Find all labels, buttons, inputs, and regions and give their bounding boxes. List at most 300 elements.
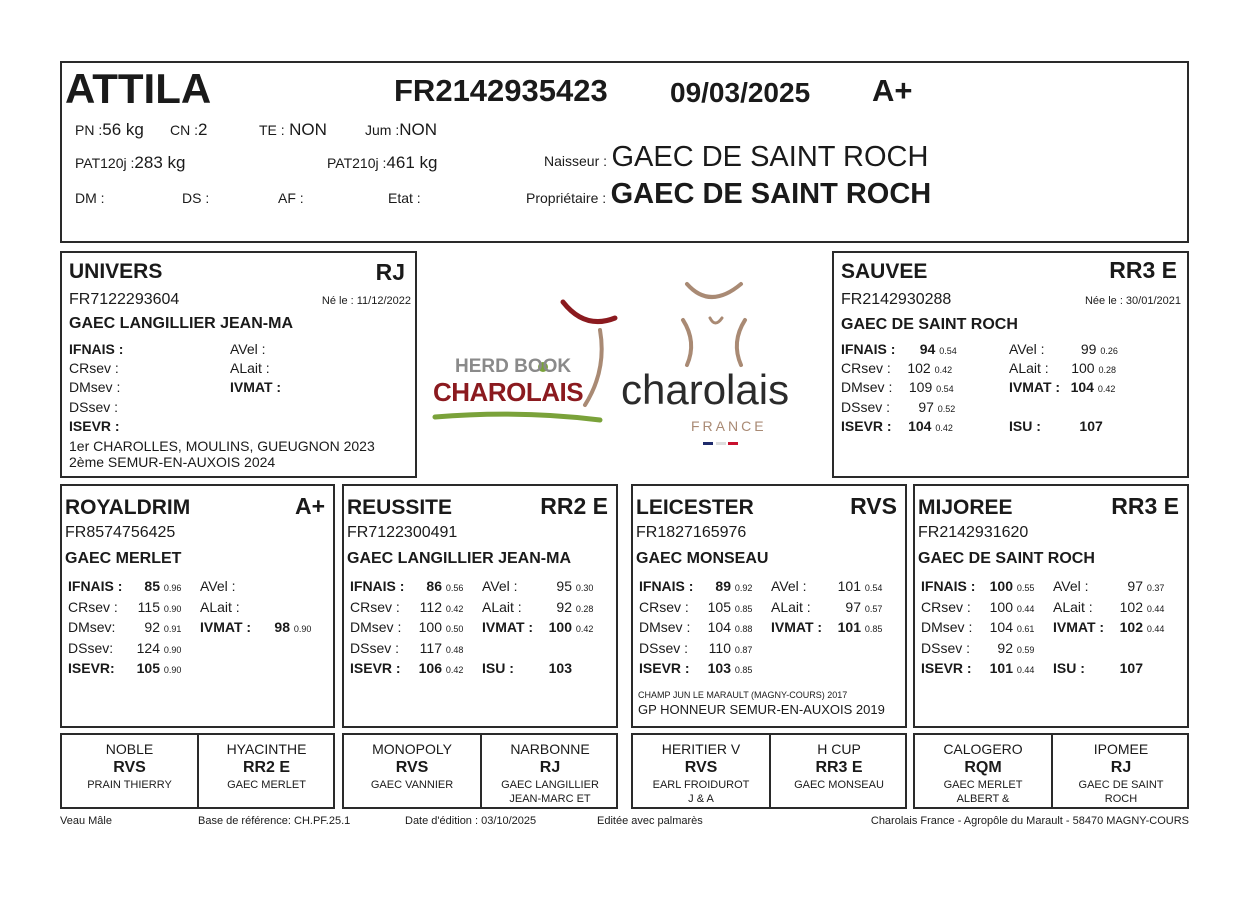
dam-id: FR2142930288 [841,291,952,308]
gp-ifnais-cd: 0.92 [734,583,753,593]
grandparent-card [631,484,907,728]
sire-alait-label: ALait : [230,360,270,376]
grandparent-card [913,484,1189,728]
gp-name: MIJOREE [918,496,1013,519]
gp-ifnais-value: 85 [144,578,160,594]
dam-isevr-value: 104 [908,418,932,434]
gp-dmsev [68,619,181,635]
gp-crsev-label: CRsev : [921,598,971,615]
gp-alait-label: ALait : [482,598,522,615]
gp-ivmat-cd: 0.42 [575,624,594,634]
gp-ivmat-value: 101 [837,619,861,635]
gp-ifnais-label: IFNAIS : [639,578,694,594]
dam-ifnais [841,341,957,357]
ds-label: DS : [182,190,210,206]
gp-avel-label: AVel : [1053,578,1089,594]
dam-grade: RR3 E [1109,257,1177,283]
sire-ifnais-label: IFNAIS : [69,341,124,357]
great-grandparent-cell [482,735,618,807]
sire-born: Né le : 11/12/2022 [321,295,411,307]
proprietaire-label: Propriétaire : [526,190,607,206]
gp-award-1: CHAMP JUN LE MARAULT (MAGNY-COURS) 2017 [638,690,848,700]
dam-crsev-value: 102 [907,360,931,376]
dam-ivmat-label: IVMAT : [1009,379,1061,395]
pn-label: PN : [75,122,103,138]
gp-ifnais-cd: 0.55 [1016,583,1035,593]
great-grandparent-cell [199,735,334,807]
gp-ifnais [921,578,1034,594]
gp-crsev-cd: 0.42 [445,603,464,614]
dam-alait-value: 100 [1071,360,1095,376]
ggp-name: NOBLE [105,741,154,757]
gp-ivmat [1053,619,1164,635]
pat210-value: 461 kg [386,153,438,172]
sire-award-2: 2ème SEMUR-EN-AUXOIS 2024 [69,454,276,470]
gp-ivmat-value: 100 [548,619,572,635]
gp-isevr-value: 101 [989,660,1013,676]
dam-alait-label: ALait : [1009,360,1049,376]
gp-ifnais-label: IFNAIS : [68,578,123,594]
dam-avel-cd: 0.26 [1100,346,1118,356]
flag-white-icon [716,442,726,445]
gp-avel-value: 95 [556,578,572,594]
charolais-logo [425,270,825,460]
gp-dmsev-cd: 0.50 [445,624,464,634]
gp-award-2: GP HONNEUR SEMUR-EN-AUXOIS 2019 [638,702,885,717]
gp-dmsev [921,619,1034,635]
gp-id: FR1827165976 [636,524,747,541]
ggp-owner-1: PRAIN THIERRY [87,779,172,791]
animal-name: ATTILA [65,65,212,112]
sire-award-1: 1er CHAROLLES, MOULINS, GUEUGNON 2023 [69,438,375,454]
ggp-grade: RVS [684,759,718,776]
great-grandparent-pair [342,733,618,809]
gp-crsev-cd: 0.44 [1016,603,1035,614]
dam-ivmat-value: 104 [1070,379,1094,395]
pn-field [75,120,144,140]
dam-dssev-label: DSsev : [841,399,891,415]
ggp-grade: RJ [539,759,561,776]
dam-isevr [841,418,953,434]
gp-ifnais-label: IFNAIS : [921,578,976,594]
gp-ivmat [771,619,882,635]
gp-ivmat-value: 98 [274,619,290,635]
dam-isu-label: ISU : [1009,418,1041,434]
gp-dssev-label: DSsev: [68,639,114,656]
gp-isevr-label: ISEVR : [639,660,690,676]
gp-dmsev-cd: 0.88 [734,624,753,634]
gp-crsev-label: CRsev : [350,598,400,615]
logo-herd-book: HERD BOOK [455,356,572,377]
pat120-field [75,153,185,173]
gp-ivmat [482,619,593,635]
gp-ivmat-label: IVMAT : [1053,619,1105,635]
ggp-grade: RQM [964,759,1002,776]
gp-isu [771,660,861,676]
animal-grade: A+ [872,73,913,108]
gp-dmsev [639,619,752,635]
gp-avel [1053,578,1164,594]
ggp-name: HYACINTHE [226,741,307,757]
gp-isevr-value: 103 [707,660,731,676]
gp-ifnais-cd: 0.56 [445,583,464,593]
footer-palmares: Editée avec palmarès [597,815,703,827]
te-field [259,120,327,140]
gp-dssev [350,640,463,656]
gp-dmsev-label: DMsev : [921,619,973,635]
gp-dmsev-label: DMsev : [639,619,691,635]
animal-id: FR2142935423 [394,73,608,108]
gp-dssev-value: 117 [419,639,442,656]
ggp-owner-1: GAEC DE SAINT [1078,779,1164,791]
great-grandparent-cell [344,735,480,807]
gp-avel-label: AVel : [771,578,807,594]
gp-ivmat-value: 102 [1119,619,1143,635]
gp-isevr-label: ISEVR: [68,660,115,676]
dam-alait [1009,360,1116,376]
gp-alait-cd: 0.44 [1146,603,1165,614]
sire-card [60,251,417,478]
gp-avel [482,578,593,594]
great-grandparent-cell [633,735,769,807]
gp-isu-value: 107 [1119,660,1143,676]
gp-isevr-value: 106 [418,660,442,676]
gp-isu [1053,660,1143,676]
ggp-owner-2: J & A [688,793,714,805]
dam-crsev [841,360,952,376]
sire-ivmat-label: IVMAT : [230,379,282,395]
great-grandparent-pair [913,733,1189,809]
dam-ivmat-cd: 0.42 [1097,384,1116,394]
ggp-owner-2: JEAN-MARC ET [509,793,591,805]
red-horn-icon [563,302,615,322]
ggp-owner-1: EARL FROIDUROT [652,779,750,791]
gp-isevr-cd: 0.44 [1016,665,1035,675]
logo-france: FRANCE [691,418,767,434]
great-grandparent-pair [631,733,907,809]
cn-field [170,120,207,140]
gp-isevr [350,660,463,676]
gp-crsev [68,599,181,615]
sire-id: FR7122293604 [69,291,180,308]
gp-dmsev-cd: 0.91 [163,624,182,634]
pat210-field [327,153,437,173]
gp-alait-value: 92 [556,598,572,615]
flag-blue-icon [703,442,713,445]
dam-dmsev-cd: 0.54 [936,384,954,394]
gp-isevr [639,660,752,676]
gp-isu-label: ISU : [482,660,514,676]
gp-name: LEICESTER [636,496,754,519]
gp-crsev-value: 115 [137,598,160,615]
great-grandparent-cell [771,735,907,807]
gp-dmsev-label: DMsev : [350,619,402,635]
dam-dssev-cd: 0.52 [937,404,956,414]
dam-born: Née le : 30/01/2021 [1084,295,1181,307]
ggp-grade: RJ [1110,759,1132,776]
dam-crsev-label: CRsev : [841,360,891,376]
sire-dssev-label: DSsev : [69,399,119,415]
gp-dmsev [350,619,463,635]
te-value: NON [289,120,327,139]
animal-date: 09/03/2025 [670,77,811,108]
gp-alait-cd: 0.57 [864,603,883,614]
gp-isu [482,660,572,676]
dam-avel [1009,341,1118,357]
dam-dmsev-value: 109 [908,379,933,395]
gp-avel [200,578,290,594]
ggp-name: H CUP [817,741,861,757]
dam-crsev-cd: 0.42 [934,365,953,375]
gp-isu-value: 103 [548,660,572,676]
gp-alait-cd: 0.28 [575,603,594,614]
dam-alait-cd: 0.28 [1098,365,1117,375]
sire-grade: RJ [375,259,405,285]
gp-crsev [350,599,463,615]
ggp-grade: RR2 E [242,759,291,776]
bull-horns-icon [687,284,741,297]
gp-dssev-cd: 0.87 [734,644,753,655]
great-grandparent-pair [60,733,335,809]
gp-crsev-value: 105 [707,598,731,615]
gp-ivmat-label: IVMAT : [771,619,823,635]
grandparent-card [60,484,335,728]
animal-header [60,61,1189,243]
ggp-owner-2: ROCH [1104,793,1138,805]
gp-isevr-cd: 0.85 [734,665,753,675]
ggp-grade: RVS [113,759,146,776]
gp-crsev-label: CRsev : [68,598,118,615]
ggp-grade: RVS [395,759,429,776]
gp-alait-value: 102 [1119,598,1143,615]
gp-ifnais-value: 100 [989,578,1013,594]
gp-dssev [639,640,752,656]
gp-grade: A+ [294,493,325,519]
bull-left-ear-icon [683,320,691,365]
gp-ifnais [350,578,463,594]
gp-isevr-cd: 0.90 [163,665,182,675]
grandparent-card [342,484,618,728]
sire-name: UNIVERS [69,260,163,283]
jum-field [365,120,437,140]
dam-dssev [841,399,955,415]
bull-muzzle-icon [710,318,722,323]
ggp-grade: RR3 E [815,759,863,776]
dam-isu-value: 107 [1079,418,1103,434]
gp-name: ROYALDRIM [65,496,191,519]
cn-value: 2 [198,120,208,139]
bull-right-ear-icon [737,320,745,365]
gp-dssev-label: DSsev : [639,639,689,656]
dam-dssev-value: 97 [918,399,934,415]
jum-label: Jum : [365,122,400,138]
gp-avel-cd: 0.30 [575,583,594,593]
gp-dmsev-value: 100 [418,619,442,635]
gp-isevr [68,660,181,676]
dam-dmsev [841,379,954,395]
gp-isu-label: ISU : [1053,660,1085,676]
ggp-owner-2: ALBERT & [956,793,1010,805]
logo-charolais-red: CHAROLAIS [433,377,584,407]
gp-dmsev-value: 104 [989,619,1013,635]
ggp-owner-1: GAEC MONSEAU [794,779,884,791]
gp-id: FR2142931620 [918,524,1029,541]
gp-avel-cd: 0.54 [864,583,883,593]
gp-name: REUSSITE [347,496,453,519]
gp-avel-label: AVel : [482,578,518,594]
gp-alait-label: ALait : [771,598,811,615]
proprietaire-value: GAEC DE SAINT ROCH [610,178,932,210]
gp-isevr [921,660,1034,676]
sire-owner: GAEC LANGILLIER JEAN-MA [69,315,293,332]
gp-ivmat-cd: 0.44 [1146,624,1165,634]
dam-avel-label: AVel : [1009,341,1045,357]
gp-dmsev-value: 104 [707,619,731,635]
green-swoosh-icon [435,414,600,420]
dam-isu [1009,418,1103,434]
gp-ivmat-label: IVMAT : [482,619,534,635]
gp-ivmat-cd: 0.90 [293,624,312,634]
gp-avel-cd: 0.37 [1146,583,1165,593]
dam-isevr-cd: 0.42 [935,423,953,433]
gp-owner: GAEC MONSEAU [636,550,769,567]
dam-ifnais-label: IFNAIS : [841,341,896,357]
gp-grade: RVS [850,493,897,519]
gp-ifnais [68,578,181,594]
naisseur-label: Naisseur : [544,153,608,169]
gp-id: FR8574756425 [65,524,176,541]
logo-charolais-big: charolais [621,366,790,413]
gp-alait [482,599,593,615]
dam-dmsev-label: DMsev : [841,379,893,395]
gp-isevr-label: ISEVR : [350,660,401,676]
pat210-label: PAT210j : [327,155,387,171]
gp-dssev-cd: 0.48 [445,644,464,655]
ggp-name: CALOGERO [943,741,1023,757]
pat120-label: PAT120j : [75,155,135,171]
gp-ifnais-value: 89 [715,578,731,594]
gp-dssev-label: DSsev : [350,639,400,656]
gp-avel-label: AVel : [200,578,236,594]
dam-avel-value: 99 [1080,341,1097,357]
gp-crsev-label: CRsev : [639,598,689,615]
gp-isevr-value: 105 [136,660,160,676]
gp-dssev-value: 110 [708,639,731,656]
proprietaire-field [526,178,931,211]
great-grandparent-cell [915,735,1051,807]
gp-ivmat-cd: 0.85 [864,624,883,634]
flag-red-icon [728,442,738,445]
ggp-owner-1: GAEC VANNIER [370,779,454,791]
gp-ivmat-label: IVMAT : [200,619,252,635]
gp-dssev-value: 124 [136,639,160,656]
dam-name: SAUVEE [841,260,928,283]
gp-isu [200,660,290,676]
te-label: TE : [259,122,285,138]
gp-crsev [921,599,1034,615]
gp-id: FR7122300491 [347,524,458,541]
gp-isevr-label: ISEVR : [921,660,972,676]
ggp-owner-1: GAEC MERLET [943,779,1023,791]
gp-avel-value: 101 [837,578,861,594]
footer-base: Base de référence: CH.PF.25.1 [198,815,351,827]
gp-alait-label: ALait : [1053,598,1093,615]
dam-ifnais-cd: 0.54 [939,346,957,356]
pn-value: 56 kg [102,120,144,139]
footer-org: Charolais France - Agropôle du Marault - 58470 MAGNY-COURS [870,815,1189,827]
dam-card [832,251,1189,478]
gp-grade: RR2 E [540,493,608,519]
ggp-name: IPOMEE [1093,741,1149,757]
dam-isevr-label: ISEVR : [841,418,892,434]
sire-avel-label: AVel : [230,341,266,357]
gp-crsev-value: 100 [989,598,1013,615]
gp-alait [1053,599,1164,615]
naisseur-value: GAEC DE SAINT ROCH [611,141,929,173]
gp-dssev-cd: 0.59 [1016,644,1035,655]
cn-label: CN : [170,122,198,138]
ggp-name: MONOPOLY [372,741,452,757]
gp-dssev [68,640,181,656]
gp-alait [200,599,290,615]
gp-owner: GAEC DE SAINT ROCH [918,550,1095,567]
gp-dssev [921,640,1034,656]
gp-dmsev-cd: 0.61 [1016,624,1035,634]
gp-dssev-cd: 0.90 [163,644,182,655]
sire-dmsev-label: DMsev : [69,379,121,395]
gp-ifnais-label: IFNAIS : [350,578,405,594]
dam-ivmat [1009,379,1115,395]
great-grandparent-cell [62,735,197,807]
etat-label: Etat : [388,190,421,206]
gp-avel [771,578,882,594]
ggp-name: NARBONNE [510,741,590,757]
gp-alait-value: 97 [845,598,861,615]
gp-crsev-value: 112 [419,598,442,615]
gp-crsev [639,599,752,615]
gp-dmsev-value: 92 [144,619,160,635]
gp-owner: GAEC LANGILLIER JEAN-MA [347,550,571,567]
ggp-owner-1: GAEC LANGILLIER [501,779,599,791]
gp-ifnais-value: 86 [426,578,442,594]
af-label: AF : [278,190,304,206]
ggp-name: HERITIER V [661,741,741,757]
brown-curve-icon [585,330,602,405]
footer-sex: Veau Mâle [60,815,112,827]
dm-label: DM : [75,190,105,206]
gp-crsev-cd: 0.90 [163,603,182,614]
gp-crsev-cd: 0.85 [734,603,753,614]
dam-ifnais-value: 94 [919,341,936,357]
gp-grade: RR3 E [1111,493,1179,519]
gp-dssev-label: DSsev : [921,639,971,656]
gp-ifnais [639,578,752,594]
gp-alait-label: ALait : [200,598,240,615]
sire-isevr-label: ISEVR : [69,418,120,434]
jum-value: NON [399,120,438,139]
ggp-owner-1: GAEC MERLET [227,779,306,791]
footer-edition: Date d'édition : 03/10/2025 [405,815,537,827]
pat120-value: 283 kg [134,153,186,172]
naisseur-field [544,141,928,174]
gp-avel-value: 97 [1127,578,1143,594]
great-grandparent-cell [1053,735,1189,807]
gp-dmsev-label: DMsev: [68,619,116,635]
gp-dssev-value: 92 [997,639,1013,656]
gp-ivmat [200,619,311,635]
gp-owner: GAEC MERLET [65,550,182,567]
sire-crsev-label: CRsev : [69,360,119,376]
